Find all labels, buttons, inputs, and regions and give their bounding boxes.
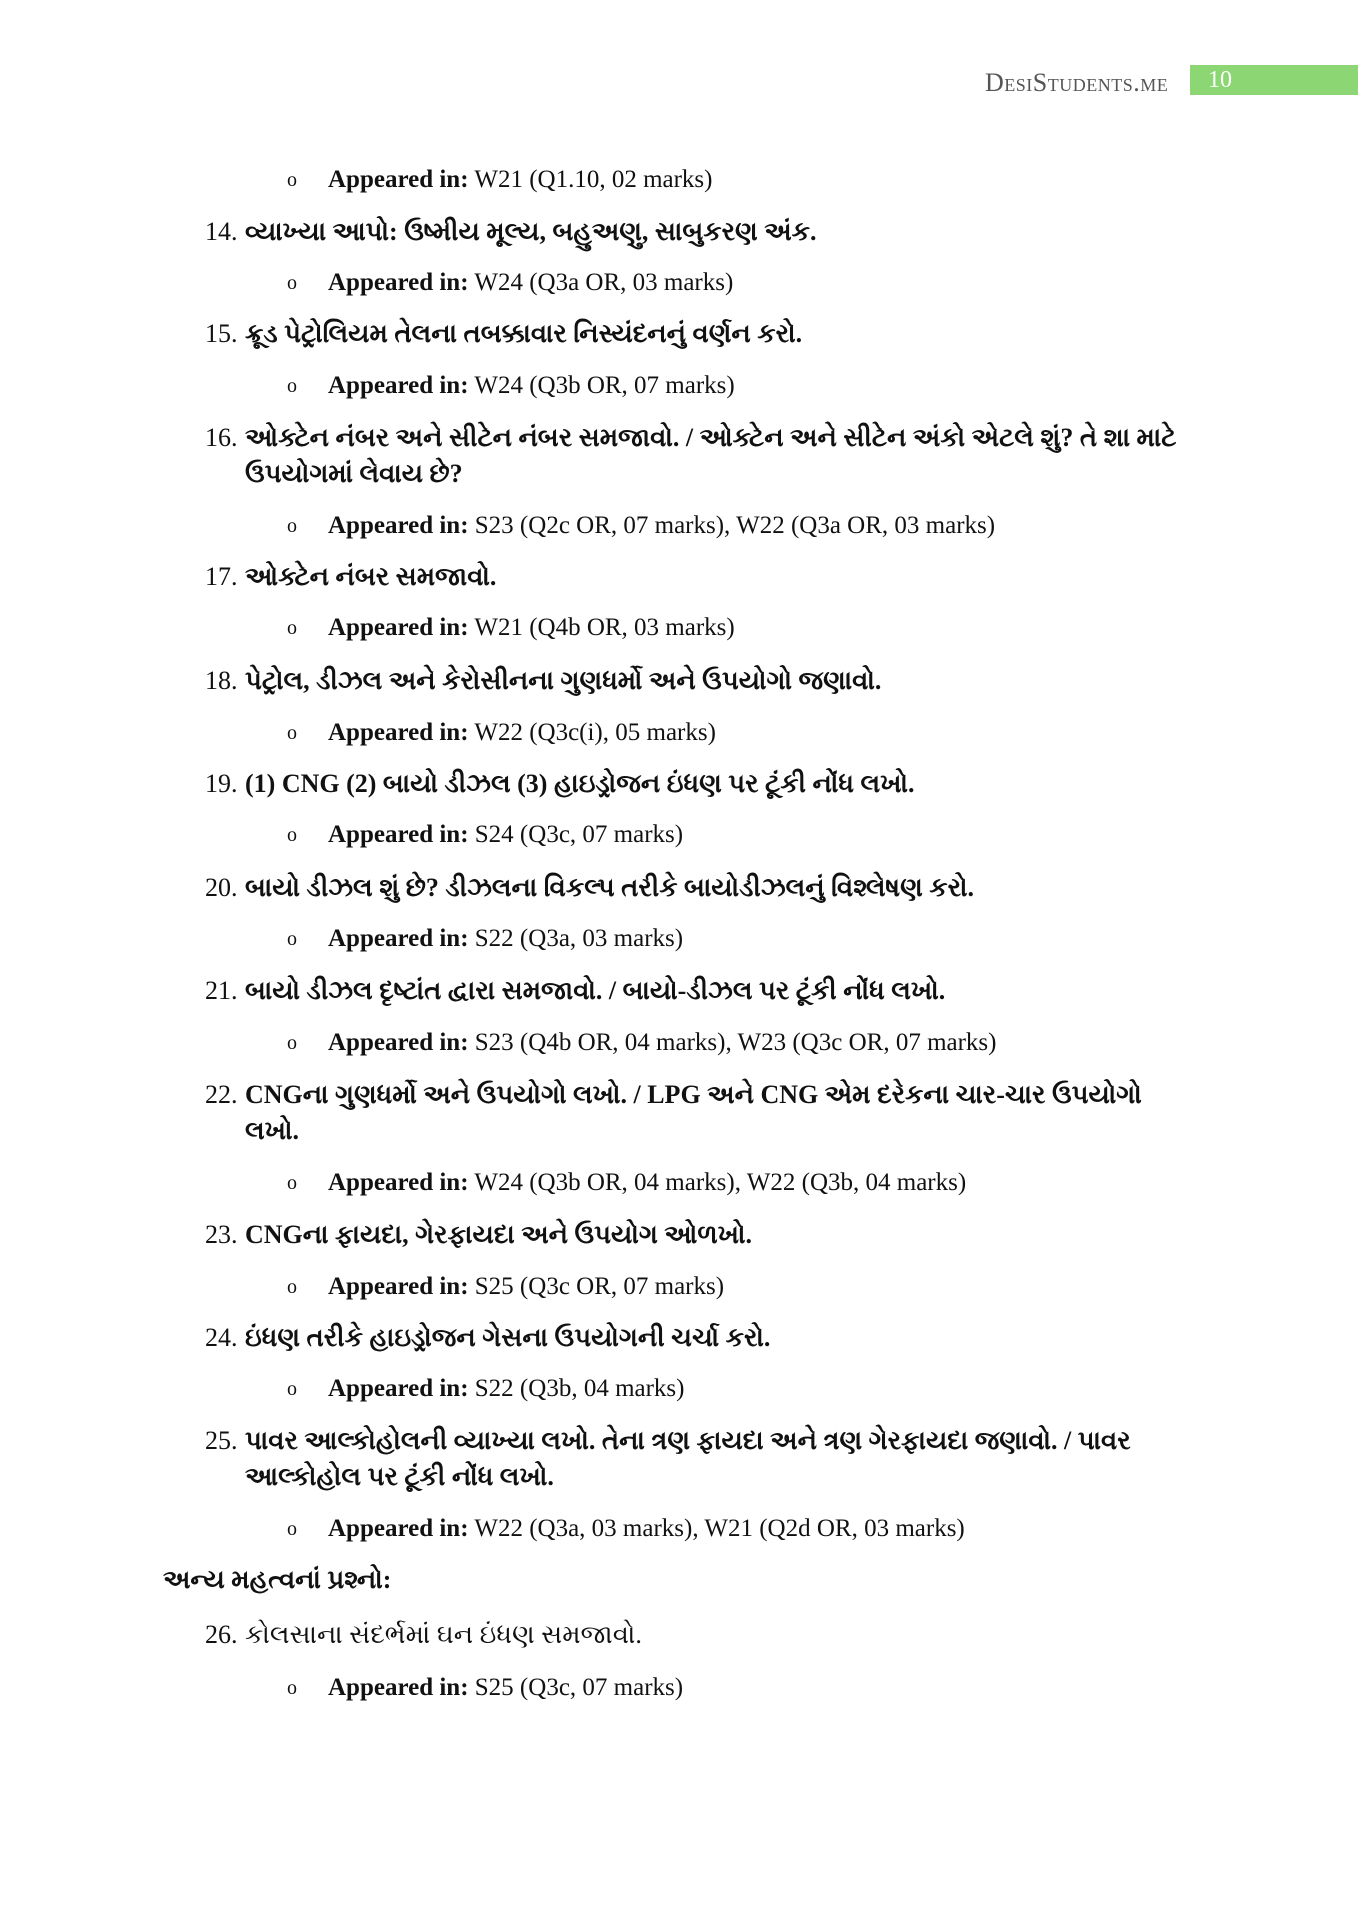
bullet-icon: o <box>287 722 297 744</box>
question-number: 22. <box>205 1080 238 1109</box>
appeared-value: S23 (Q2c OR, 07 marks), W22 (Q3a OR, 03 marks) <box>474 512 996 539</box>
appeared-text <box>328 1166 966 1200</box>
bullet-icon: o <box>287 515 297 537</box>
site-name: DesiStudents.me <box>985 68 1169 97</box>
question-number: 16. <box>205 423 238 452</box>
section-heading: અન્ય મહત્વનાં પ્રશ્નો: <box>163 1565 392 1594</box>
appeared-value: S22 (Q3b, 04 marks) <box>474 1375 685 1402</box>
appeared-text <box>328 1512 965 1546</box>
question-item <box>205 316 1185 352</box>
appeared-text <box>328 611 735 645</box>
question-item <box>205 870 1185 906</box>
question-number: 15. <box>205 319 238 348</box>
question-item <box>205 1320 1185 1356</box>
appeared-text <box>328 163 713 197</box>
question-item <box>205 766 1185 802</box>
question-text: બાયો ડીઝલ શું છે? ડીઝલના વિકલ્પ તરીકે બાયોડીઝલનું વિશ્લેષણ કરો. <box>245 873 975 902</box>
appeared-value: W24 (Q3b OR, 04 marks), W22 (Q3b, 04 marks) <box>474 1169 967 1196</box>
appeared-text <box>328 716 716 750</box>
appeared-label: Appeared in: <box>328 821 469 848</box>
question-text: ક્રૂડ પેટ્રોલિયમ તેલના તબક્કાવાર નિસ્યંદનનું વર્ણન કરો. <box>245 319 803 348</box>
appeared-text <box>328 1026 997 1060</box>
appeared-text <box>328 1372 685 1406</box>
question-item <box>205 1217 1185 1253</box>
appeared-label: Appeared in: <box>328 614 469 641</box>
question-text: ઓક્ટેન નંબર સમજાવો. <box>245 562 497 591</box>
appeared-text <box>328 509 995 543</box>
question-text: CNGના ફાયદા, ગેરફાયદા અને ઉપયોગ ઓળખો. <box>245 1220 753 1249</box>
appeared-label: Appeared in: <box>328 372 469 399</box>
appeared-text <box>328 1270 724 1304</box>
bullet-icon: o <box>287 1518 297 1540</box>
appeared-value: S23 (Q4b OR, 04 marks), W23 (Q3c OR, 07 marks) <box>474 1029 997 1056</box>
question-item <box>205 559 1185 595</box>
appeared-text <box>328 266 733 300</box>
appeared-label: Appeared in: <box>328 1029 469 1056</box>
appeared-label: Appeared in: <box>328 925 469 952</box>
bullet-icon: o <box>287 1677 297 1699</box>
appeared-label: Appeared in: <box>328 1169 469 1196</box>
question-number: 21. <box>205 976 238 1005</box>
appeared-text <box>328 1671 683 1705</box>
appeared-value: W22 (Q3c(i), 05 marks) <box>474 719 716 746</box>
appeared-text <box>328 369 735 403</box>
question-number: 25. <box>205 1426 238 1455</box>
question-item <box>205 1423 1185 1495</box>
bullet-icon: o <box>287 1032 297 1054</box>
question-number: 23. <box>205 1220 238 1249</box>
question-text: ઇંધણ તરીકે હાઇડ્રોજન ગેસના ઉપયોગની ચર્ચા કરો. <box>245 1323 771 1352</box>
question-item <box>205 1077 1185 1149</box>
question-text: પાવર આલ્કોહોલની વ્યાખ્યા લખો. તેના ત્રણ ફાયદા અને ત્રણ ગેરફાયદા જણાવો. / પાવર આલ્કોહોલ પર ટૂંકી નોંધ લખો. <box>245 1426 1131 1491</box>
question-text: ઓક્ટેન નંબર અને સીટેન નંબર સમજાવો. / ઓક્ટેન અને સીટેન અંકો એટલે શું? તે શા માટે ઉપયોગમાં લેવાય છે? <box>245 423 1177 488</box>
question-number: 17. <box>205 562 238 591</box>
bullet-icon: o <box>287 375 297 397</box>
bullet-icon: o <box>287 928 297 950</box>
bullet-icon: o <box>287 1276 297 1298</box>
question-number: 14. <box>205 217 238 246</box>
question-number: 26. <box>205 1620 238 1649</box>
appeared-value: S25 (Q3c, 07 marks) <box>474 1674 684 1701</box>
appeared-label: Appeared in: <box>328 1375 469 1402</box>
question-item <box>205 420 1185 492</box>
appeared-label: Appeared in: <box>328 719 469 746</box>
question-item <box>205 663 1185 699</box>
appeared-label: Appeared in: <box>328 1515 469 1542</box>
bullet-icon: o <box>287 617 297 639</box>
question-number: 18. <box>205 666 238 695</box>
question-item <box>205 973 1185 1009</box>
bullet-icon: o <box>287 1378 297 1400</box>
question-text: CNGના ગુણધર્મો અને ઉપયોગો લખો. / LPG અને CNG એમ દરેકના ચાર-ચાર ઉપયોગો લખો. <box>245 1080 1142 1145</box>
appeared-value: W24 (Q3b OR, 07 marks) <box>474 372 735 399</box>
question-text: પેટ્રોલ, ડીઝલ અને કેરોસીનના ગુણધર્મો અને ઉપયોગો જણાવો. <box>245 666 882 695</box>
appeared-value: S24 (Q3c, 07 marks) <box>474 821 684 848</box>
question-text: (1) CNG (2) બાયો ડીઝલ (3) હાઇડ્રોજન ઇંધણ પર ટૂંકી નોંધ લખો. <box>245 769 915 798</box>
appeared-value: W21 (Q1.10, 02 marks) <box>474 166 713 193</box>
bullet-icon: o <box>287 824 297 846</box>
bullet-icon: o <box>287 169 297 191</box>
appeared-value: W24 (Q3a OR, 03 marks) <box>474 269 734 296</box>
question-text: બાયો ડીઝલ દૃષ્ટાંત દ્વારા સમજાવો. / બાયો-ડીઝલ પર ટૂંકી નોંધ લખો. <box>245 976 946 1005</box>
appeared-text <box>328 818 683 852</box>
appeared-value: W22 (Q3a, 03 marks), W21 (Q2d OR, 03 marks) <box>474 1515 965 1542</box>
appeared-label: Appeared in: <box>328 166 469 193</box>
bullet-icon: o <box>287 272 297 294</box>
question-number: 24. <box>205 1323 238 1352</box>
appeared-label: Appeared in: <box>328 1674 469 1701</box>
question-number: 20. <box>205 873 238 902</box>
question-item <box>205 1617 1185 1653</box>
appeared-text <box>328 922 683 956</box>
bullet-icon: o <box>287 1172 297 1194</box>
appeared-value: W21 (Q4b OR, 03 marks) <box>474 614 735 641</box>
page-number: 10 <box>1190 65 1358 95</box>
appeared-label: Appeared in: <box>328 1273 469 1300</box>
question-item <box>205 214 1185 250</box>
appeared-value: S22 (Q3a, 03 marks) <box>474 925 684 952</box>
appeared-label: Appeared in: <box>328 512 469 539</box>
appeared-label: Appeared in: <box>328 269 469 296</box>
question-text: વ્યાખ્યા આપો: ઉષ્મીય મૂલ્ય, બહુઅણુ, સાબુકરણ અંક. <box>245 217 817 246</box>
question-text: કોલસાના સંદર્ભમાં ઘન ઇંધણ સમજાવો. <box>245 1620 642 1649</box>
question-number: 19. <box>205 769 238 798</box>
appeared-value: S25 (Q3c OR, 07 marks) <box>474 1273 725 1300</box>
